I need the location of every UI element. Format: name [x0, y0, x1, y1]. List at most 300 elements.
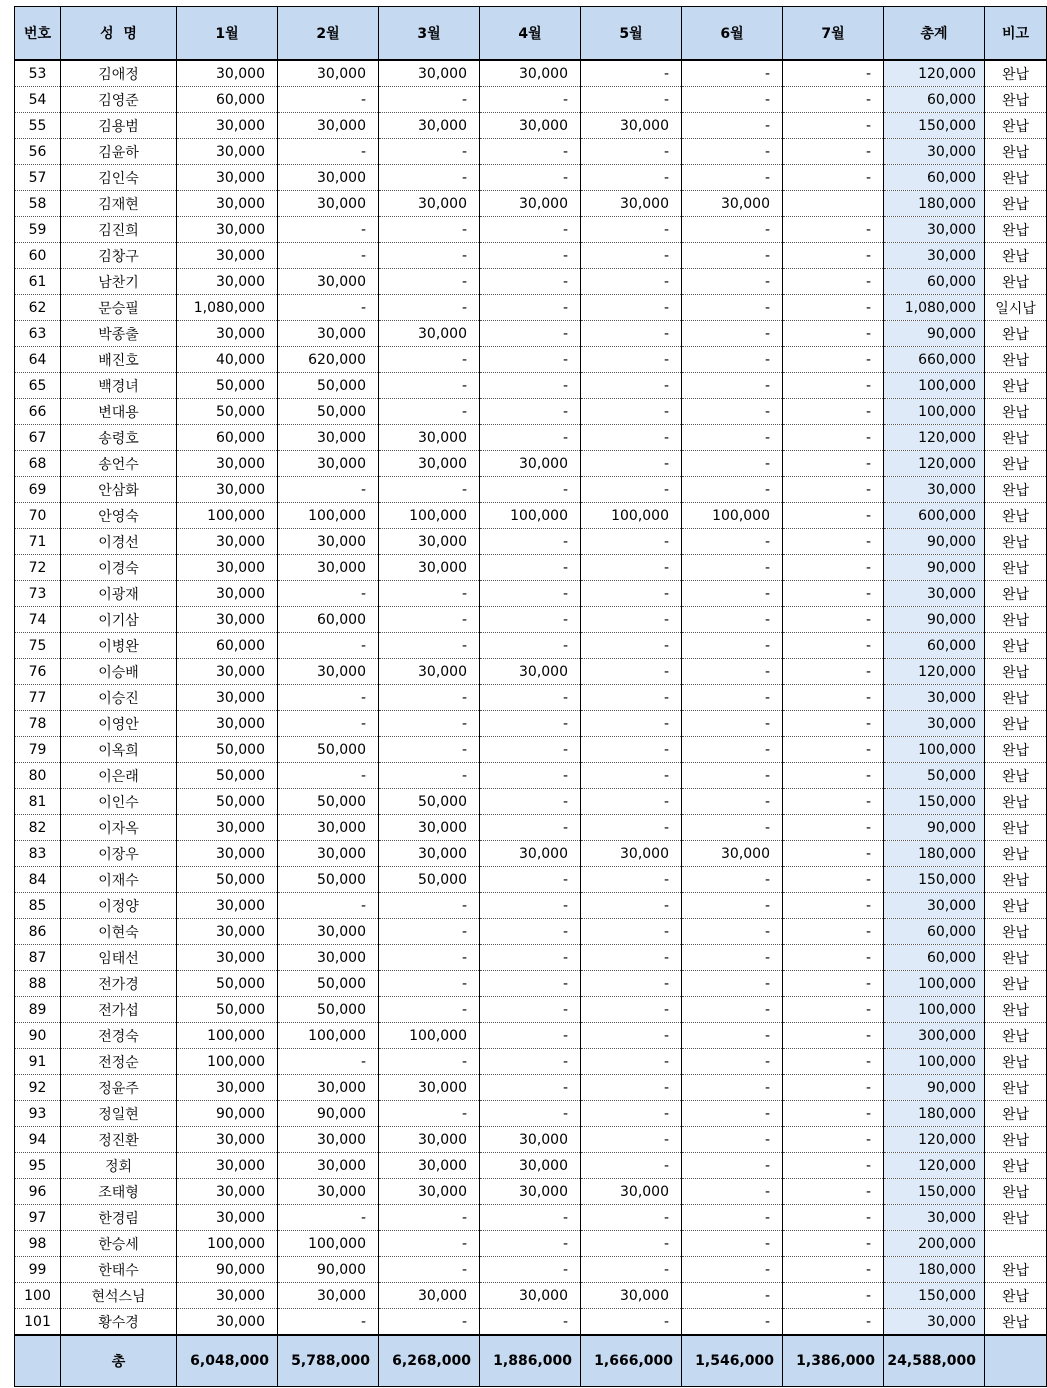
cell-name: 김애정 — [61, 60, 177, 87]
cell-feb: - — [278, 893, 379, 919]
cell-feb: 50,000 — [278, 867, 379, 893]
cell-name: 현석스님 — [61, 1283, 177, 1309]
cell-jul: - — [783, 113, 884, 139]
cell-jun: - — [682, 373, 783, 399]
cell-jan: 30,000 — [177, 1075, 278, 1101]
cell-jul: - — [783, 60, 884, 87]
cell-jan: 50,000 — [177, 971, 278, 997]
cell-apr: - — [480, 1101, 581, 1127]
cell-total: 60,000 — [884, 633, 985, 659]
cell-apr: - — [480, 1205, 581, 1231]
cell-may: - — [581, 529, 682, 555]
cell-name: 이경숙 — [61, 555, 177, 581]
cell-feb: - — [278, 1205, 379, 1231]
cell-may: - — [581, 711, 682, 737]
cell-apr: - — [480, 139, 581, 165]
cell-jan: 30,000 — [177, 815, 278, 841]
cell-jun: - — [682, 789, 783, 815]
cell-jun: - — [682, 399, 783, 425]
cell-mar: 30,000 — [379, 1075, 480, 1101]
cell-note: 완납 — [985, 711, 1047, 737]
cell-jul: - — [783, 1023, 884, 1049]
cell-total: 300,000 — [884, 1023, 985, 1049]
cell-jan: 30,000 — [177, 919, 278, 945]
cell-jun: - — [682, 607, 783, 633]
cell-total: 60,000 — [884, 919, 985, 945]
cell-mar: - — [379, 685, 480, 711]
cell-name: 송령호 — [61, 425, 177, 451]
cell-apr: - — [480, 529, 581, 555]
cell-total: 150,000 — [884, 1179, 985, 1205]
cell-jul: - — [783, 685, 884, 711]
cell-name: 박종출 — [61, 321, 177, 347]
table-row — [15, 425, 1047, 451]
cell-may: - — [581, 685, 682, 711]
cell-name: 황수경 — [61, 1309, 177, 1336]
cell-total: 120,000 — [884, 659, 985, 685]
cell-mar: - — [379, 1257, 480, 1283]
cell-note: 완납 — [985, 1049, 1047, 1075]
table-row — [15, 477, 1047, 503]
cell-feb: 30,000 — [278, 1179, 379, 1205]
table-row — [15, 1049, 1047, 1075]
cell-note: 완납 — [985, 269, 1047, 295]
cell-feb: 30,000 — [278, 1283, 379, 1309]
cell-note: 완납 — [985, 1101, 1047, 1127]
total-may: 1,666,000 — [581, 1335, 682, 1387]
cell-jan: 30,000 — [177, 659, 278, 685]
cell-apr: - — [480, 165, 581, 191]
cell-total: 120,000 — [884, 1127, 985, 1153]
cell-apr: - — [480, 217, 581, 243]
contribution-table — [14, 6, 1047, 1387]
cell-jul: - — [783, 581, 884, 607]
cell-apr: - — [480, 87, 581, 113]
cell-jul: - — [783, 789, 884, 815]
cell-mar: - — [379, 1049, 480, 1075]
total-grand: 24,588,000 — [884, 1335, 985, 1387]
cell-name: 문승필 — [61, 295, 177, 321]
cell-no: 62 — [15, 295, 61, 321]
cell-may: 100,000 — [581, 503, 682, 529]
table-row — [15, 919, 1047, 945]
cell-mar: - — [379, 399, 480, 425]
cell-jul: - — [783, 1127, 884, 1153]
table-row — [15, 113, 1047, 139]
cell-mar: 50,000 — [379, 789, 480, 815]
cell-may: 30,000 — [581, 1283, 682, 1309]
cell-jan: 30,000 — [177, 113, 278, 139]
cell-feb: 50,000 — [278, 373, 379, 399]
cell-note: 완납 — [985, 347, 1047, 373]
cell-apr: - — [480, 1023, 581, 1049]
cell-total: 120,000 — [884, 1153, 985, 1179]
cell-jan: 50,000 — [177, 737, 278, 763]
cell-mar: - — [379, 737, 480, 763]
table-row — [15, 789, 1047, 815]
cell-name: 김진희 — [61, 217, 177, 243]
cell-feb: - — [278, 295, 379, 321]
cell-jan: 30,000 — [177, 1153, 278, 1179]
table-row — [15, 633, 1047, 659]
cell-may: - — [581, 1153, 682, 1179]
cell-jul: - — [783, 1231, 884, 1257]
cell-name: 이옥희 — [61, 737, 177, 763]
table-row — [15, 1309, 1047, 1336]
cell-feb: 100,000 — [278, 1023, 379, 1049]
cell-note: 완납 — [985, 399, 1047, 425]
cell-note: 완납 — [985, 477, 1047, 503]
cell-mar: - — [379, 997, 480, 1023]
cell-may: - — [581, 295, 682, 321]
table-row — [15, 997, 1047, 1023]
cell-jan: 100,000 — [177, 503, 278, 529]
cell-jun: - — [682, 1049, 783, 1075]
cell-jul: - — [783, 399, 884, 425]
cell-note: 완납 — [985, 737, 1047, 763]
total-row — [15, 1335, 1047, 1387]
cell-apr: - — [480, 997, 581, 1023]
cell-no: 84 — [15, 867, 61, 893]
cell-jul: - — [783, 295, 884, 321]
cell-jul: - — [783, 87, 884, 113]
cell-feb: 50,000 — [278, 997, 379, 1023]
cell-total: 150,000 — [884, 1283, 985, 1309]
cell-apr: - — [480, 321, 581, 347]
header-jun: 6월 — [682, 7, 783, 61]
cell-feb: 30,000 — [278, 1127, 379, 1153]
cell-mar: - — [379, 763, 480, 789]
table-row — [15, 581, 1047, 607]
cell-total: 30,000 — [884, 477, 985, 503]
cell-jan: 30,000 — [177, 269, 278, 295]
cell-mar: 100,000 — [379, 1023, 480, 1049]
cell-name: 정진환 — [61, 1127, 177, 1153]
cell-no: 95 — [15, 1153, 61, 1179]
cell-apr: - — [480, 243, 581, 269]
cell-jun: - — [682, 867, 783, 893]
cell-total: 150,000 — [884, 113, 985, 139]
cell-jun: - — [682, 217, 783, 243]
cell-may: - — [581, 789, 682, 815]
cell-no: 97 — [15, 1205, 61, 1231]
cell-apr: - — [480, 763, 581, 789]
cell-jun: - — [682, 1023, 783, 1049]
cell-jan: 100,000 — [177, 1231, 278, 1257]
table-row — [15, 763, 1047, 789]
cell-name: 이기삼 — [61, 607, 177, 633]
cell-may: - — [581, 1309, 682, 1336]
cell-jun: - — [682, 1127, 783, 1153]
cell-total: 90,000 — [884, 321, 985, 347]
cell-no: 74 — [15, 607, 61, 633]
cell-may: - — [581, 477, 682, 503]
total-blank — [15, 1335, 61, 1387]
cell-feb: - — [278, 581, 379, 607]
cell-apr: - — [480, 1049, 581, 1075]
cell-name: 이경선 — [61, 529, 177, 555]
table-row — [15, 269, 1047, 295]
cell-apr: - — [480, 633, 581, 659]
cell-jun: - — [682, 711, 783, 737]
cell-jun: - — [682, 919, 783, 945]
cell-total: 30,000 — [884, 243, 985, 269]
table-body — [15, 60, 1047, 1335]
cell-jun: - — [682, 165, 783, 191]
cell-total: 60,000 — [884, 269, 985, 295]
cell-feb: 30,000 — [278, 945, 379, 971]
table-row — [15, 711, 1047, 737]
cell-mar: - — [379, 347, 480, 373]
cell-jul: - — [783, 1153, 884, 1179]
cell-jun: - — [682, 971, 783, 997]
cell-jun: - — [682, 815, 783, 841]
cell-jun: - — [682, 60, 783, 87]
cell-jun: - — [682, 477, 783, 503]
cell-total: 30,000 — [884, 581, 985, 607]
cell-apr: 30,000 — [480, 451, 581, 477]
cell-feb: - — [278, 1049, 379, 1075]
table-row — [15, 503, 1047, 529]
cell-name: 한경림 — [61, 1205, 177, 1231]
cell-jun: - — [682, 633, 783, 659]
header-name: 성 명 — [61, 7, 177, 61]
cell-may: - — [581, 659, 682, 685]
cell-name: 한승세 — [61, 1231, 177, 1257]
total-jan: 6,048,000 — [177, 1335, 278, 1387]
cell-may: - — [581, 87, 682, 113]
cell-feb: - — [278, 633, 379, 659]
cell-name: 임태선 — [61, 945, 177, 971]
cell-apr: 100,000 — [480, 503, 581, 529]
cell-may: - — [581, 1049, 682, 1075]
cell-jan: 100,000 — [177, 1049, 278, 1075]
cell-feb: 60,000 — [278, 607, 379, 633]
cell-jun: - — [682, 347, 783, 373]
cell-jul: - — [783, 1049, 884, 1075]
cell-total: 90,000 — [884, 1075, 985, 1101]
cell-no: 75 — [15, 633, 61, 659]
cell-jul: - — [783, 1309, 884, 1336]
cell-no: 68 — [15, 451, 61, 477]
table-row — [15, 1101, 1047, 1127]
cell-note: 일시납 — [985, 295, 1047, 321]
cell-no: 72 — [15, 555, 61, 581]
cell-jan: 50,000 — [177, 763, 278, 789]
table-row — [15, 1127, 1047, 1153]
cell-may: - — [581, 373, 682, 399]
cell-may: - — [581, 269, 682, 295]
cell-apr: - — [480, 1231, 581, 1257]
cell-mar: 30,000 — [379, 113, 480, 139]
cell-mar: - — [379, 165, 480, 191]
cell-total: 30,000 — [884, 1205, 985, 1231]
cell-jul: - — [783, 347, 884, 373]
cell-feb: 50,000 — [278, 971, 379, 997]
header-jul: 7월 — [783, 7, 884, 61]
header-no: 번호 — [15, 7, 61, 61]
cell-feb: 30,000 — [278, 113, 379, 139]
table-row — [15, 243, 1047, 269]
cell-mar: - — [379, 1231, 480, 1257]
cell-feb: 90,000 — [278, 1101, 379, 1127]
cell-mar: - — [379, 581, 480, 607]
cell-jul: - — [783, 243, 884, 269]
cell-may: - — [581, 763, 682, 789]
cell-note: 완납 — [985, 867, 1047, 893]
cell-feb: 30,000 — [278, 529, 379, 555]
cell-note: 완납 — [985, 191, 1047, 217]
cell-note: 완납 — [985, 1257, 1047, 1283]
cell-mar: 30,000 — [379, 425, 480, 451]
cell-total: 60,000 — [884, 945, 985, 971]
table-row — [15, 555, 1047, 581]
cell-apr: - — [480, 581, 581, 607]
cell-total: 180,000 — [884, 841, 985, 867]
table-row — [15, 451, 1047, 477]
cell-no: 64 — [15, 347, 61, 373]
cell-jan: 30,000 — [177, 139, 278, 165]
cell-jan: 30,000 — [177, 1179, 278, 1205]
cell-note: 완납 — [985, 893, 1047, 919]
cell-jun: 100,000 — [682, 503, 783, 529]
cell-apr: 30,000 — [480, 659, 581, 685]
cell-jul: - — [783, 867, 884, 893]
cell-note: 완납 — [985, 555, 1047, 581]
cell-jun: - — [682, 1257, 783, 1283]
cell-may: - — [581, 1075, 682, 1101]
cell-no: 93 — [15, 1101, 61, 1127]
cell-feb: 30,000 — [278, 1153, 379, 1179]
table-row — [15, 139, 1047, 165]
cell-note: 완납 — [985, 503, 1047, 529]
cell-feb: - — [278, 139, 379, 165]
cell-jan: 60,000 — [177, 425, 278, 451]
cell-jul: - — [783, 841, 884, 867]
cell-total: 180,000 — [884, 191, 985, 217]
cell-may: - — [581, 60, 682, 87]
cell-jan: 30,000 — [177, 711, 278, 737]
cell-jan: 30,000 — [177, 477, 278, 503]
cell-jul: - — [783, 555, 884, 581]
cell-jun: - — [682, 1283, 783, 1309]
cell-jun: - — [682, 659, 783, 685]
cell-may: - — [581, 1257, 682, 1283]
cell-jul: - — [783, 321, 884, 347]
cell-jul: - — [783, 529, 884, 555]
total-feb: 5,788,000 — [278, 1335, 379, 1387]
cell-may: - — [581, 737, 682, 763]
cell-note: 완납 — [985, 1283, 1047, 1309]
cell-no: 94 — [15, 1127, 61, 1153]
cell-no: 86 — [15, 919, 61, 945]
header-jan: 1월 — [177, 7, 278, 61]
table-row — [15, 867, 1047, 893]
cell-jun: - — [682, 321, 783, 347]
cell-mar: - — [379, 919, 480, 945]
cell-may: 30,000 — [581, 191, 682, 217]
cell-name: 백경녀 — [61, 373, 177, 399]
cell-name: 한태수 — [61, 1257, 177, 1283]
table-row — [15, 945, 1047, 971]
cell-note: 완납 — [985, 997, 1047, 1023]
cell-no: 76 — [15, 659, 61, 685]
cell-name: 이장우 — [61, 841, 177, 867]
cell-apr: - — [480, 919, 581, 945]
cell-jan: 30,000 — [177, 685, 278, 711]
cell-jan: 30,000 — [177, 191, 278, 217]
cell-no: 78 — [15, 711, 61, 737]
cell-mar: 30,000 — [379, 191, 480, 217]
cell-may: 30,000 — [581, 113, 682, 139]
cell-no: 81 — [15, 789, 61, 815]
table-row — [15, 607, 1047, 633]
cell-feb: - — [278, 87, 379, 113]
cell-feb: 30,000 — [278, 321, 379, 347]
header-may: 5월 — [581, 7, 682, 61]
cell-no: 71 — [15, 529, 61, 555]
cell-name: 배진호 — [61, 347, 177, 373]
cell-apr: - — [480, 269, 581, 295]
cell-jun: - — [682, 529, 783, 555]
cell-note: 완납 — [985, 529, 1047, 555]
cell-no: 80 — [15, 763, 61, 789]
cell-name: 전정순 — [61, 1049, 177, 1075]
cell-mar: - — [379, 1309, 480, 1336]
cell-no: 96 — [15, 1179, 61, 1205]
cell-note: 완납 — [985, 1127, 1047, 1153]
cell-no: 88 — [15, 971, 61, 997]
cell-total: 100,000 — [884, 997, 985, 1023]
cell-feb: - — [278, 243, 379, 269]
cell-jan: 30,000 — [177, 165, 278, 191]
cell-jun: - — [682, 1075, 783, 1101]
cell-total: 200,000 — [884, 1231, 985, 1257]
cell-no: 65 — [15, 373, 61, 399]
cell-note: 완납 — [985, 243, 1047, 269]
cell-jan: 30,000 — [177, 321, 278, 347]
cell-feb: 50,000 — [278, 737, 379, 763]
cell-total: 1,080,000 — [884, 295, 985, 321]
cell-total: 30,000 — [884, 893, 985, 919]
cell-may: - — [581, 945, 682, 971]
cell-note: 완납 — [985, 789, 1047, 815]
cell-jan: 30,000 — [177, 529, 278, 555]
cell-may: - — [581, 321, 682, 347]
cell-jul: - — [783, 633, 884, 659]
cell-no: 79 — [15, 737, 61, 763]
cell-jul: - — [783, 997, 884, 1023]
cell-name: 김윤하 — [61, 139, 177, 165]
cell-total: 90,000 — [884, 555, 985, 581]
cell-total: 100,000 — [884, 1049, 985, 1075]
cell-name: 이영안 — [61, 711, 177, 737]
table-row — [15, 1205, 1047, 1231]
cell-note: 완납 — [985, 321, 1047, 347]
cell-jan: 30,000 — [177, 451, 278, 477]
cell-jun: - — [682, 737, 783, 763]
cell-feb: - — [278, 685, 379, 711]
table-row — [15, 87, 1047, 113]
cell-jun: - — [682, 893, 783, 919]
table-row — [15, 737, 1047, 763]
cell-feb: - — [278, 763, 379, 789]
cell-apr: 30,000 — [480, 191, 581, 217]
table-row — [15, 529, 1047, 555]
cell-jan: 60,000 — [177, 633, 278, 659]
cell-note: 완납 — [985, 945, 1047, 971]
cell-apr: 30,000 — [480, 1127, 581, 1153]
